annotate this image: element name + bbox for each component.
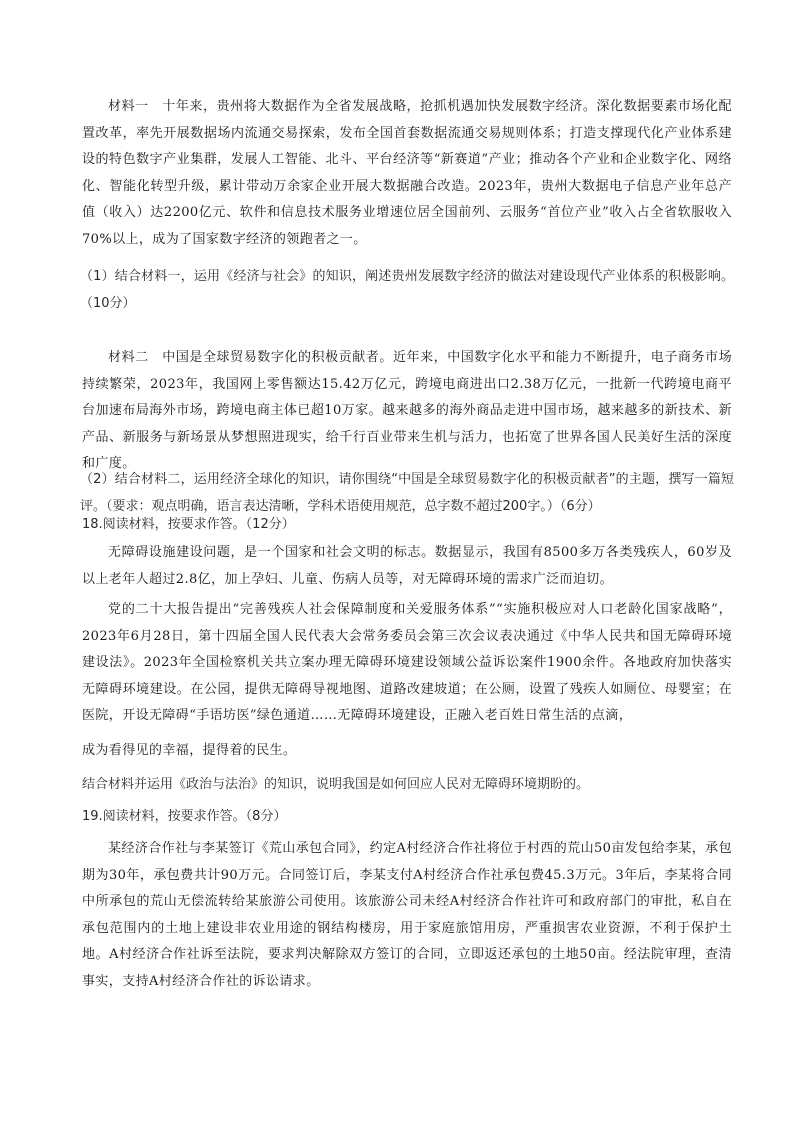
question-18-prompt: 结合材料并运用《政治与法治》的知识，说明我国是如何回应人民对无障碍环境期盼的。 xyxy=(82,777,590,792)
question-18-para-3 xyxy=(82,738,732,765)
question-18-para-3-text: 成为看得见的幸福，提得着的民生。 xyxy=(82,743,297,758)
material-two xyxy=(82,345,732,478)
question-19-para-1-text: 某经济合作社与李某签订《荒山承包合同》，约定A村经济合作社将位于村西的荒山50亩发包给李某，承包期为30年，承包费共计90万元。合同签订后，李某支付A村经济合作社承包费45.3万元。3年后，李某将合同中所承包的荒山无偿流转给某旅游公司使用。该旅游公司未经A村经济合作社许可和政府部门的审批，私自在承包范围内的土地上建设非农业用途的钢结构楼房，用于家庭旅馆用房，严重损害农业资源，不利于保护土地。A村经济合作社诉至法院，要求判决解除双方签订的合同，立即返还承包的土地50亩。经法院审理，查清事实，支持A村经济合作社的诉讼请求。 xyxy=(82,841,732,989)
question-1-text: （1）结合材料一，运用《经济与社会》的知识，阐述贵州发展数字经济的做法对建设现代产业体系的积极影响。（10分） xyxy=(80,269,734,311)
question-1 xyxy=(80,264,734,317)
question-2-text: （2）结合材料二，运用经济全球化的知识，请你围绕“中国是全球贸易数字化的积极贡献者”的主题，撰写一篇短评。（要求：观点明确，语言表达清晰，学科术语使用规范，总字数不超过200字。）（6分） xyxy=(80,472,734,514)
question-18-para-2 xyxy=(82,597,732,730)
question-18-heading: 18.阅读材料，按要求作答。（12分） xyxy=(82,517,295,532)
material-one xyxy=(82,94,732,253)
question-19-heading: 19.阅读材料，按要求作答。（8分） xyxy=(82,809,287,824)
material-two-text: 材料二 中国是全球贸易数字化的积极贡献者。近年来，中国数字化水平和能力不断提升，电子商务市场持续繁荣，2023年，我国网上零售额达15.42万亿元，跨境电商进出口2.38万亿元，一批新一代跨境电商平台加速布局海外市场，跨境电商主体已超10万家。越来越多的海外商品走进中国市场，越来越多的新技术、新产品、新服务与新场景从梦想照进现实，给千行百业带来生机与活力，也拓宽了世界各国人民美好生活的深度和广度。 xyxy=(82,350,732,471)
material-one-text: 材料一 十年来，贵州将大数据作为全省发展战略，抢抓机遇加快发展数字经济。深化数据要素市场化配置改革，率先开展数据场内流通交易探索，发布全国首套数据流通交易规则体系；打造支撑现代化产业体系建设的特色数字产业集群，发展人工智能、北斗、平台经济等“新赛道”产业；推动各个产业和企业数字化、网络化、智能化转型升级，累计带动万余家企业开展大数据融合改造。2023年，贵州大数据电子信息产业年总产值（收入）达2200亿元、软件和信息技术服务业增速位居全国前列、云服务“首位产业”收入占全省软服收入70%以上，成为了国家数字经济的领跑者之一。 xyxy=(82,99,732,247)
question-18-para-1-text: 无障碍设施建设问题，是一个国家和社会文明的标志。数据显示，我国有8500多万各类残疾人，60岁及以上老年人超过2.8亿，加上孕妇、儿童、伤病人员等，对无障碍环境的需求广泛而迫切。 xyxy=(82,545,732,587)
question-18-para-1 xyxy=(82,540,732,593)
question-18-para-2-text: 党的二十大报告提出“完善残疾人社会保障制度和关爱服务体系”“实施积极应对人口老龄化国家战略”，2023年6月28日，第十四届全国人民代表大会常务委员会第三次会议表决通过《中华人民共和国无障碍环境建设法》。2023年全国检察机关共立案办理无障碍环境建设领域公益诉讼案件1900余件。各地政府加快落实无障碍环境建设。在公园，提供无障碍导视地图、道路改建坡道；在公厕，设置了残疾人如厕位、母婴室；在医院，开设无障碍“手语坊医”绿色通道……无障碍环境建设，正融入老百姓日常生活的点滴， xyxy=(82,602,732,723)
question-2 xyxy=(80,467,734,520)
question-19-para-1 xyxy=(82,836,732,995)
